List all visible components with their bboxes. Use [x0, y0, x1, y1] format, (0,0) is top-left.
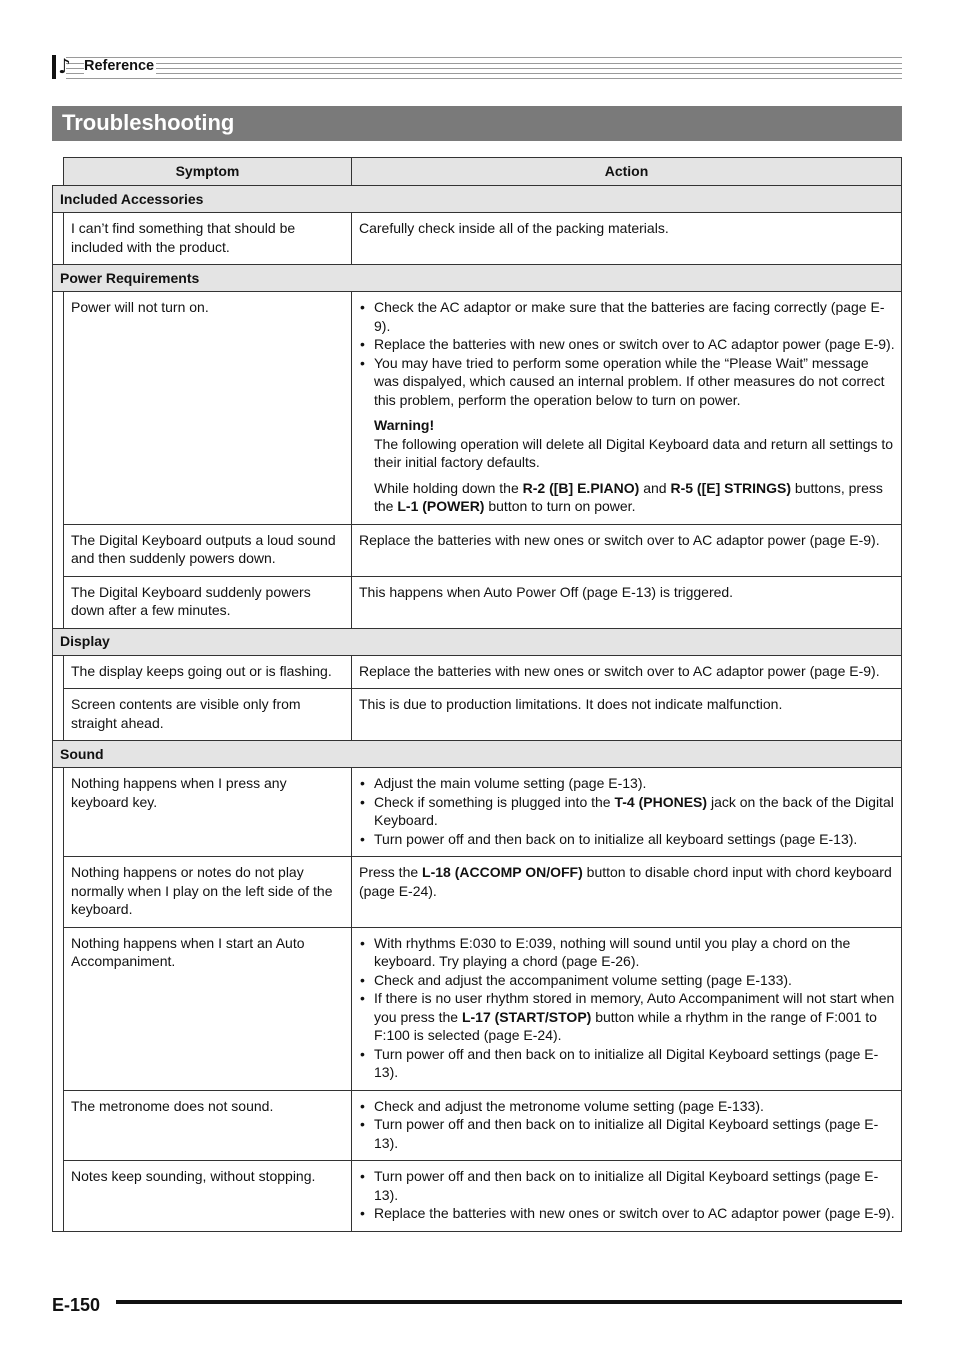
action-cell: This is due to production limitations. It does not indicate malfunction. — [352, 689, 902, 741]
category-sound: Sound — [53, 741, 902, 768]
warning-block — [359, 416, 895, 472]
warning-text: The following operation will delete all Digital Keyboard data and return all settings to their initial factory defaults. — [374, 435, 894, 470]
table-row — [53, 689, 902, 741]
action-list — [359, 298, 895, 409]
table-row — [53, 927, 902, 1090]
table-row — [53, 524, 902, 576]
action-item: • Check and adjust the metronome volume setting (page E-133). — [374, 1097, 895, 1116]
action-cell — [352, 768, 902, 857]
category-row — [53, 741, 902, 768]
warning-title: Warning! — [374, 417, 435, 433]
button-ref: L-18 (ACCOMP ON/OFF) — [422, 864, 583, 880]
symptom-cell: Screen contents are visible only from straight ahead. — [64, 689, 352, 741]
action-item: • Turn power off and then back on to initialize all Digital Keyboard settings (page E-13). — [374, 1045, 895, 1082]
header-left-bar — [52, 55, 56, 79]
symptom-cell: Nothing happens or notes do not play normally when I play on the left side of the keyboard. — [64, 857, 352, 928]
action-item: • Replace the batteries with new ones or switch over to AC adaptor power (page E-9). — [374, 335, 895, 354]
action-cell: Press the L-18 (ACCOMP ON/OFF) button to disable chord input with chord keyboard (page E-24). — [352, 857, 902, 928]
category-row — [53, 628, 902, 655]
section-label: Reference — [84, 58, 155, 74]
column-header-symptom: Symptom — [64, 158, 352, 186]
symptom-cell: Notes keep sounding, without stopping. — [64, 1161, 352, 1232]
button-ref: R-5 ([E] STRINGS) — [670, 479, 792, 496]
button-ref: R-2 ([B] E.PIANO) — [522, 479, 640, 496]
symptom-cell: Power will not turn on. — [64, 292, 352, 525]
table-row — [53, 655, 902, 689]
symptom-cell: The Digital Keyboard outputs a loud sound and then suddenly powers down. — [64, 524, 352, 576]
column-header-action: Action — [352, 158, 902, 186]
header-rule — [66, 68, 902, 69]
action-cell — [352, 1090, 902, 1161]
symptom-cell: The Digital Keyboard suddenly powers down after a few minutes. — [64, 576, 352, 628]
table-row — [53, 292, 902, 525]
button-ref: L-1 (POWER) — [397, 498, 485, 514]
action-list — [359, 934, 895, 1082]
action-list — [359, 1097, 895, 1153]
title-banner — [52, 106, 902, 141]
button-ref: L-17 (START/STOP) — [461, 1008, 592, 1025]
table-header-row — [53, 158, 902, 186]
power-procedure: While holding down the R-2 ([B] E.PIANO) and R-5 ([E] STRINGS) buttons, press the L-1 (POWER) button to turn on power. — [374, 479, 883, 514]
page-title: Troubleshooting — [62, 110, 235, 135]
page-header — [52, 55, 902, 80]
table-row — [53, 576, 902, 628]
troubleshooting-table — [52, 157, 902, 1232]
action-item: • Replace the batteries with new ones or switch over to AC adaptor power (page E-9). — [374, 1204, 895, 1223]
button-ref: T-4 (PHONES) — [614, 793, 708, 810]
music-note-icon: ♪ — [58, 54, 71, 78]
header-rule — [66, 57, 902, 58]
action-item: • Turn power off and then back on to initialize all Digital Keyboard settings (page E-13). — [374, 1167, 895, 1204]
action-item: • With rhythms E:030 to E:039, nothing will sound until you play a chord on the keyboard. Try playing a chord (page E-26). — [374, 934, 895, 971]
category-display: Display — [53, 628, 902, 655]
symptom-cell: Nothing happens when I press any keyboard key. — [64, 768, 352, 857]
action-item: • Check if something is plugged into the T-4 (PHONES) jack on the back of the Digital Keyboard. — [374, 793, 895, 830]
action-cell: Replace the batteries with new ones or switch over to AC adaptor power (page E-9). — [352, 524, 902, 576]
action-item: • Turn power off and then back on to initialize all keyboard settings (page E-13). — [374, 830, 895, 849]
action-item: • Turn power off and then back on to initialize all Digital Keyboard settings (page E-13). — [374, 1115, 895, 1152]
table-row — [53, 1161, 902, 1232]
action-item: • Adjust the main volume setting (page E-13). — [374, 774, 895, 793]
action-cell: Carefully check inside all of the packing materials. — [352, 213, 902, 265]
category-row — [53, 186, 902, 213]
action-item: • Check the AC adaptor or make sure that the batteries are facing correctly (page E-9). — [374, 298, 895, 335]
category-accessories: Included Accessories — [53, 186, 902, 213]
action-cell — [352, 1161, 902, 1232]
header-rule — [66, 73, 902, 74]
table-row — [53, 857, 902, 928]
category-row — [53, 265, 902, 292]
table-row — [53, 213, 902, 265]
symptom-cell: The display keeps going out or is flashing. — [64, 655, 352, 689]
header-rule — [66, 78, 902, 79]
action-item: • If there is no user rhythm stored in memory, Auto Accompaniment will not start when you press the L-17 (START/STOP) button while a rhythm in the range of F:001 to F:100 is selected (page E-24). — [374, 989, 895, 1045]
category-power: Power Requirements — [53, 265, 902, 292]
page-number: E-150 — [52, 1295, 101, 1315]
action-item: • You may have tried to perform some operation while the “Please Wait” message was dispalyed, which caused an internal problem. If other measures do not correct this problem, perform the operation below to turn on power. — [374, 354, 895, 410]
action-item: • Check and adjust the accompaniment volume setting (page E-133). — [374, 971, 895, 990]
table-row — [53, 1090, 902, 1161]
action-list — [359, 1167, 895, 1223]
footer-rule — [116, 1300, 902, 1304]
action-cell — [352, 292, 902, 525]
header-rule — [66, 63, 902, 64]
symptom-cell: I can’t find something that should be included with the product. — [64, 213, 352, 265]
symptom-cell: The metronome does not sound. — [64, 1090, 352, 1161]
action-list — [359, 774, 895, 848]
symptom-cell: Nothing happens when I start an Auto Accompaniment. — [64, 927, 352, 1090]
table-row — [53, 768, 902, 857]
action-cell: Replace the batteries with new ones or switch over to AC adaptor power (page E-9). — [352, 655, 902, 689]
action-cell: This happens when Auto Power Off (page E-13) is triggered. — [352, 576, 902, 628]
action-cell — [352, 927, 902, 1090]
